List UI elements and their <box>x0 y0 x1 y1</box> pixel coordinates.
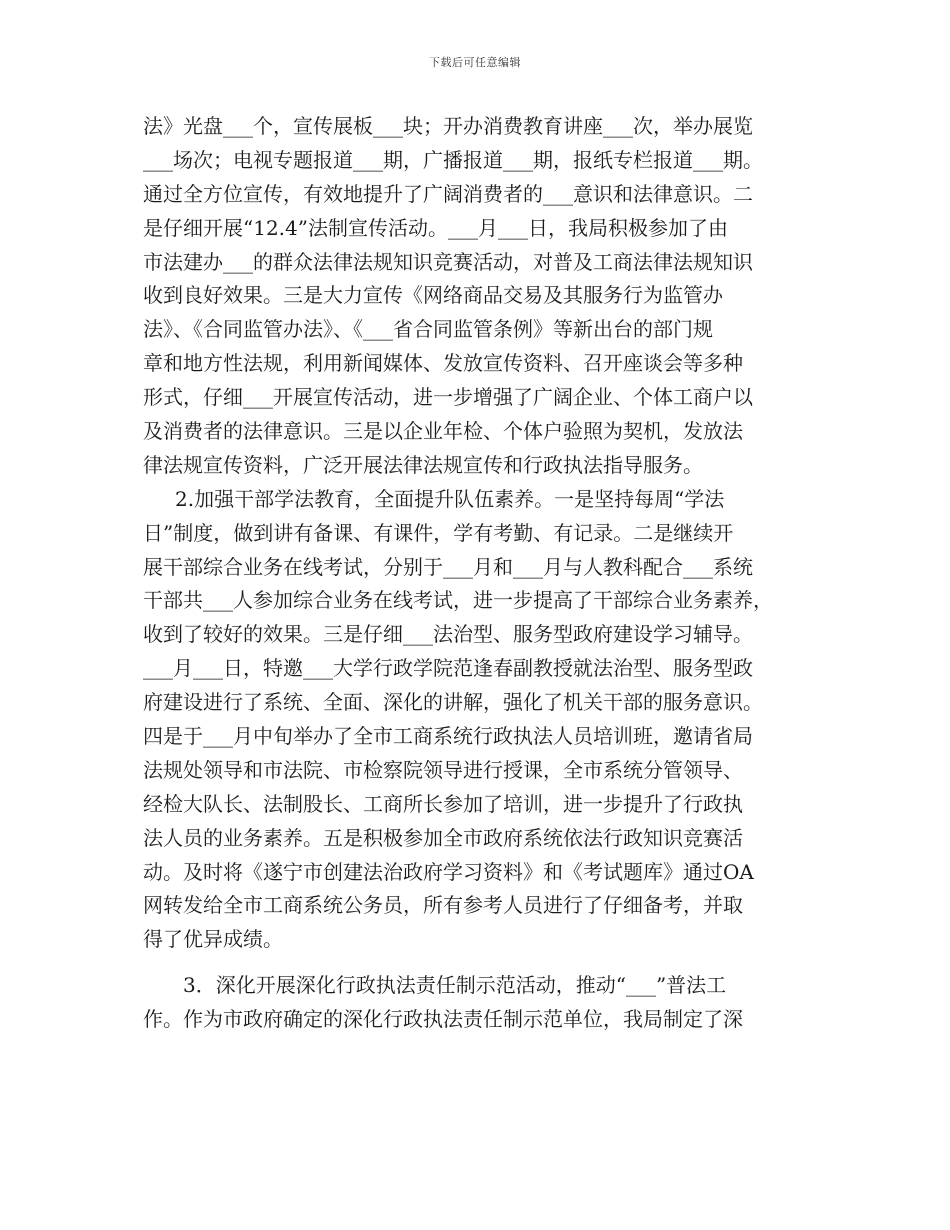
paragraph-line: 法》光盘___个，宣传展板___块；开办消费教育讲座___次，举办展览 <box>143 114 753 138</box>
paragraph-line: 市法建办___的群众法律法规知识竞赛活动，对普及工商法律法规知识 <box>143 249 753 274</box>
paragraph-line: 通过全方位宣传，有效地提升了广阔消费者的___意识和法律意识。二 <box>143 181 753 206</box>
paragraph-gap <box>143 957 823 969</box>
paragraph-line: 经检大队长、法制股长、工商所长参加了培训，进一步提升了行政执 <box>143 791 743 816</box>
paragraph-line: 及消费者的法律意识。三是以企业年检、个体户验照为契机，发放法 <box>143 419 743 444</box>
paragraph-line: 网转发给全市工商系统公务员，所有参考人员进行了仔细备考，并取 <box>143 893 743 918</box>
section-heading-line: 3．深化开展深化行政执法责任制示范活动，推动“___”普法工 <box>183 973 727 998</box>
page-header: 下载后可任意编辑 <box>429 56 521 69</box>
paragraph-line: 作。作为市政府确定的深化行政执法责任制示范单位，我局制定了深 <box>143 1007 743 1032</box>
paragraph-line: 动。及时将《遂宁市创建法治政府学习资料》和《考试题库》通过OA <box>143 859 754 884</box>
paragraph-line: 得了优异成绩。 <box>143 927 283 952</box>
paragraph-line: ___场次；电视专题报道___期，广播报道___期，报纸专栏报道___期。 <box>143 147 763 172</box>
paragraph-line: 法人员的业务素养。五是积极参加全市政府系统依法行政知识竞赛活 <box>143 825 743 850</box>
paragraph-line: 日”制度，做到讲有备课、有课件，学有考勤、有记录。二是继续开 <box>143 520 734 545</box>
paragraph-line: 干部共___人参加综合业务在线考试，进一步提高了干部综合业务素养， <box>143 588 773 613</box>
paragraph-line: 形式，仔细___开展宣传活动，进一步增强了广阔企业、个体工商户以 <box>143 385 753 410</box>
paragraph-line: 章和地方性法规，利用新闻媒体、发放宣传资料、召开座谈会等多种 <box>143 351 743 376</box>
paragraph-line: 是仔细开展“12.4”法制宣传活动。___月___日，我局积极参加了由 <box>143 215 728 240</box>
document-body <box>143 110 823 1037</box>
paragraph-line: 律法规宣传资料，广泛开展法律法规宣传和行政执法指导服务。 <box>143 452 703 477</box>
paragraph-line: 法》、《合同监管办法》、《___省合同监管条例》等新出台的部门规 <box>143 317 713 342</box>
paragraph-line: ___月___日，特邀___大学行政学院范逢春副教授就法治型、服务型政 <box>143 656 753 681</box>
paragraph-line: 收到良好效果。三是大力宣传《网络商品交易及其服务行为监管办 <box>143 283 723 308</box>
paragraph-line: 展干部综合业务在线考试，分别于___月和___月与人教科配合___系统 <box>143 554 753 579</box>
paragraph-line: 府建设进行了系统、全面、深化的讲解，强化了机关干部的服务意识。 <box>143 690 763 715</box>
paragraph-line: 法规处领导和市法院、市检察院领导进行授课，全市系统分管领导、 <box>143 757 743 782</box>
section-heading-line: 2.加强干部学法教育，全面提升队伍素养。一是坚持每周“学法 <box>175 486 725 511</box>
paragraph-line: 收到了较好的效果。三是仔细___法治型、服务型政府建设学习辅导。 <box>143 622 753 647</box>
paragraph-line: 四是于___月中旬举办了全市工商系统行政执法人员培训班，邀请省局 <box>143 724 753 749</box>
